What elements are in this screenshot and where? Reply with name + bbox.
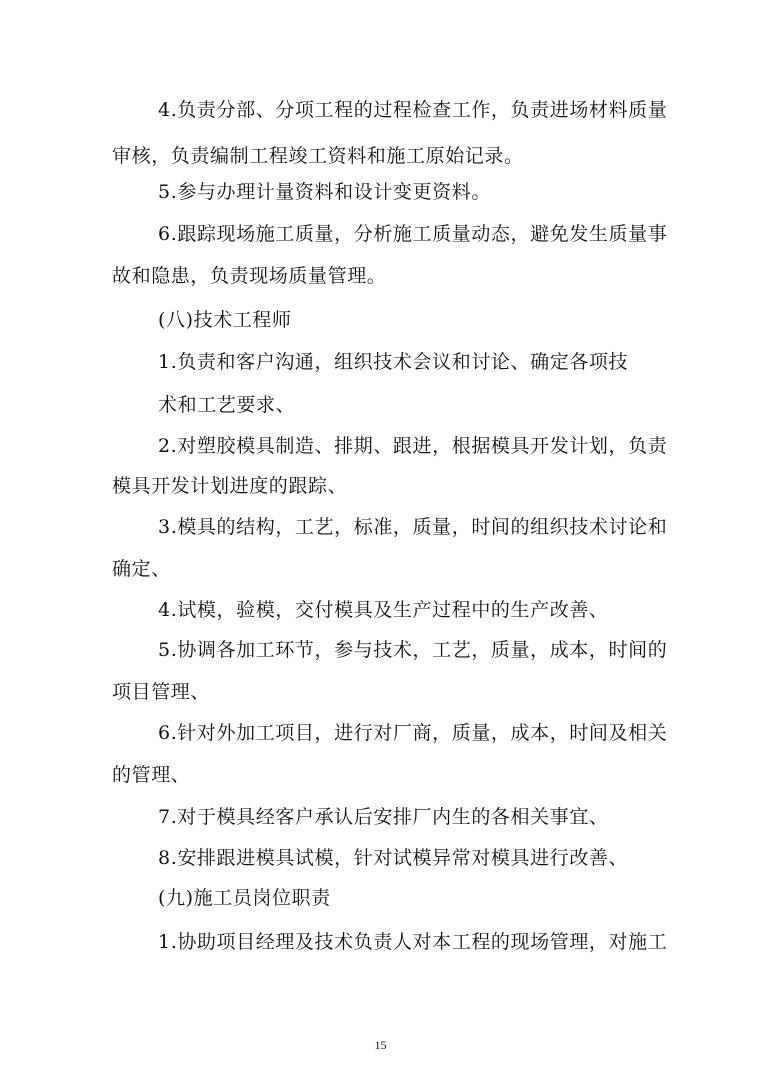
- text-line: 1.负责和客户沟通，组织技术会议和讨论、确定各项技: [158, 351, 629, 373]
- text-line: 审核，负责编制工程竣工资料和施工原始记录。: [112, 145, 524, 167]
- page-number: 15: [374, 1038, 387, 1052]
- text-line: 1.协助项目经理及技术负责人对本工程的现场管理，对施工: [158, 931, 668, 953]
- text-line: 2.对塑胶模具制造、排期、跟进，根据模具开发计划，负责: [158, 435, 668, 457]
- text-line: 确定、: [112, 558, 171, 580]
- text-line: 5.协调各加工环节，参与技术，工艺，质量，成本，时间的: [158, 639, 668, 661]
- text-line: 4.负责分部、分项工程的过程检查工作，负责进场材料质量: [158, 99, 668, 121]
- text-line: 6.跟踪现场施工质量，分析施工质量动态，避免发生质量事: [158, 223, 668, 245]
- section-heading: (八)技术工程师: [158, 309, 292, 331]
- text-line: 项目管理、: [112, 681, 211, 703]
- section-heading: (九)施工员岗位职责: [158, 887, 331, 909]
- text-line: 4.试模，验模，交付模具及生产过程中的生产改善、: [158, 599, 609, 621]
- text-line: 8.安排跟进模具试模，针对试模异常对模具进行改善、: [158, 847, 629, 869]
- text-line: 6.针对外加工项目，进行对厂商，质量，成本，时间及相关: [158, 722, 668, 744]
- text-line: 5.参与办理计量资料和设计变更资料。: [158, 181, 491, 203]
- text-line: 的管理、: [112, 764, 191, 786]
- text-line: 7.对于模具经客户承认后安排厂内生的各相关事宜、: [158, 806, 609, 828]
- text-line: 术和工艺要求、: [158, 394, 296, 416]
- text-line: 模具开发计划进度的跟踪、: [112, 475, 348, 497]
- text-line: 故和隐患，负责现场质量管理。: [112, 265, 387, 287]
- text-line: 3.模具的结构，工艺，标准，质量，时间的组织技术讨论和: [158, 516, 668, 538]
